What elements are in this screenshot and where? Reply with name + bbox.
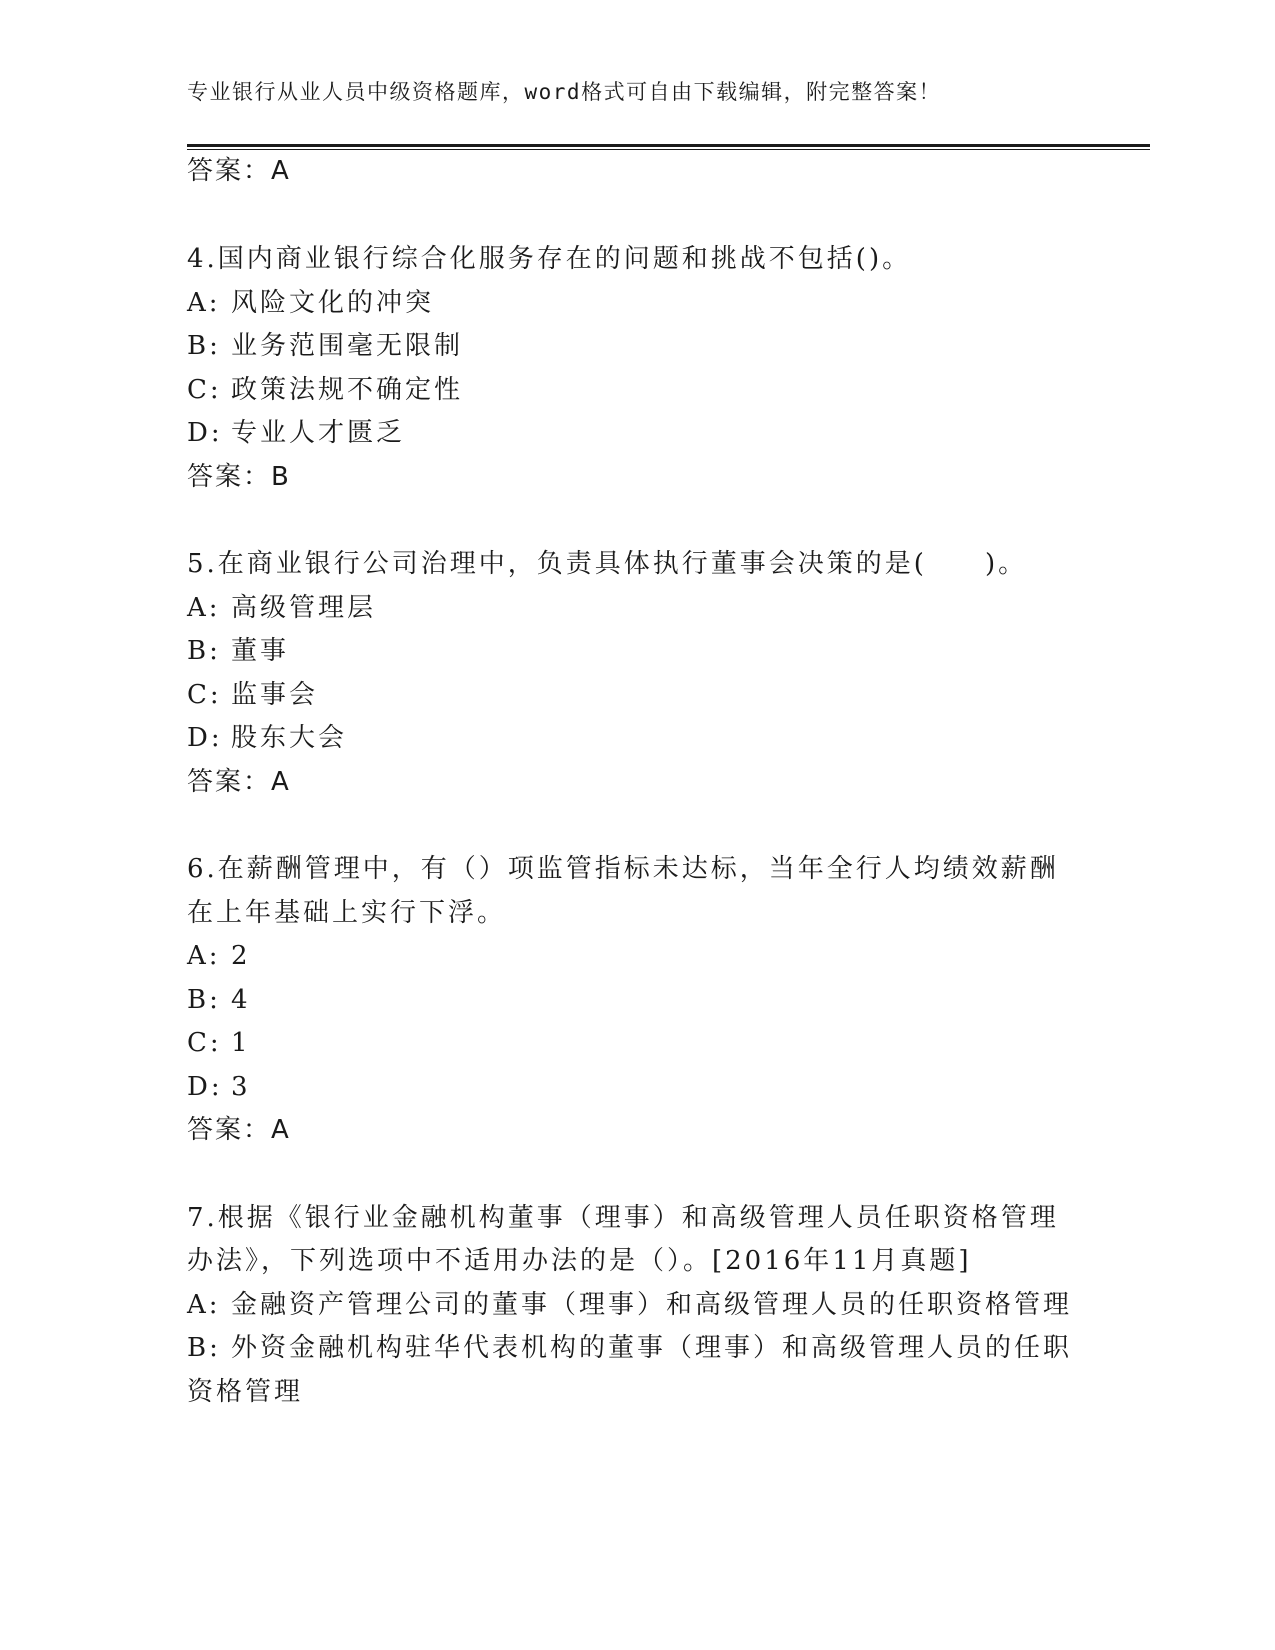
option-label: A:	[187, 941, 221, 971]
option-text: 金融资产管理公司的董事（理事）和高级管理人员的任职资格管理	[231, 1290, 1073, 1320]
header-divider-thick	[187, 144, 1150, 147]
option-label: B:	[187, 636, 221, 666]
option-text: 1	[231, 1028, 251, 1058]
question-7-option-b	[187, 1333, 1072, 1363]
question-7-option-b-continued: 资格管理	[187, 1377, 304, 1407]
option-label: C:	[187, 680, 222, 710]
option-label: A:	[187, 593, 221, 623]
option-label: D:	[187, 418, 223, 448]
page-header: 专业银行从业人员中级资格题库，word格式可自由下载编辑，附完整答案！	[187, 80, 942, 104]
question-7-stem-line-2: 办法》，下列选项中不适用办法的是（）。[2016年11月真题]	[187, 1246, 972, 1276]
question-5-answer: 答案：A	[187, 767, 291, 797]
option-label: B:	[187, 331, 221, 361]
question-4-answer: 答案：B	[187, 462, 291, 492]
option-label: B:	[187, 1333, 221, 1363]
question-6-option-a	[187, 941, 251, 971]
option-label: D:	[187, 723, 223, 753]
option-text: 专业人才匮乏	[231, 418, 406, 448]
option-label: A:	[187, 1290, 221, 1320]
option-text: 4	[231, 985, 251, 1015]
question-5-option-c	[187, 680, 318, 710]
question-5-stem: 5.在商业银行公司治理中，负责具体执行董事会决策的是( )。	[187, 549, 1028, 579]
option-text: 业务范围毫无限制	[231, 331, 464, 361]
question-4-stem: 4.国内商业银行综合化服务存在的问题和挑战不包括()。	[187, 244, 912, 274]
question-6-option-d	[187, 1072, 251, 1102]
answer-top: 答案：A	[187, 156, 291, 186]
question-6-stem-line-1: 6.在薪酬管理中，有（）项监管指标未达标，当年全行人均绩效薪酬	[187, 854, 1059, 884]
question-5-option-d	[187, 723, 347, 753]
option-label: B:	[187, 985, 221, 1015]
option-text: 高级管理层	[231, 593, 377, 623]
option-text: 外资金融机构驻华代表机构的董事（理事）和高级管理人员的任职	[231, 1333, 1073, 1363]
question-6-answer: 答案：A	[187, 1115, 291, 1145]
header-divider-thin	[187, 149, 1150, 150]
question-5-option-a	[187, 593, 376, 623]
option-label: C:	[187, 375, 222, 405]
option-label: C:	[187, 1028, 222, 1058]
question-4-option-d	[187, 418, 405, 448]
option-text: 政策法规不确定性	[231, 375, 464, 405]
option-label: D:	[187, 1072, 223, 1102]
question-4-option-c	[187, 375, 463, 405]
question-6-option-c	[187, 1028, 251, 1058]
option-text: 2	[231, 941, 251, 971]
question-5-option-b	[187, 636, 289, 666]
option-text: 风险文化的冲突	[231, 288, 435, 318]
question-7-option-a	[187, 1290, 1072, 1320]
option-text: 监事会	[231, 680, 319, 710]
option-text: 3	[231, 1072, 251, 1102]
option-text: 股东大会	[231, 723, 348, 753]
question-4-option-b	[187, 331, 463, 361]
option-label: A:	[187, 288, 221, 318]
option-text: 董事	[231, 636, 290, 666]
question-6-option-b	[187, 985, 251, 1015]
question-7-stem-line-1: 7.根据《银行业金融机构董事（理事）和高级管理人员任职资格管理	[187, 1203, 1059, 1233]
question-6-stem-line-2: 在上年基础上实行下浮。	[187, 898, 507, 928]
question-4-option-a	[187, 288, 434, 318]
